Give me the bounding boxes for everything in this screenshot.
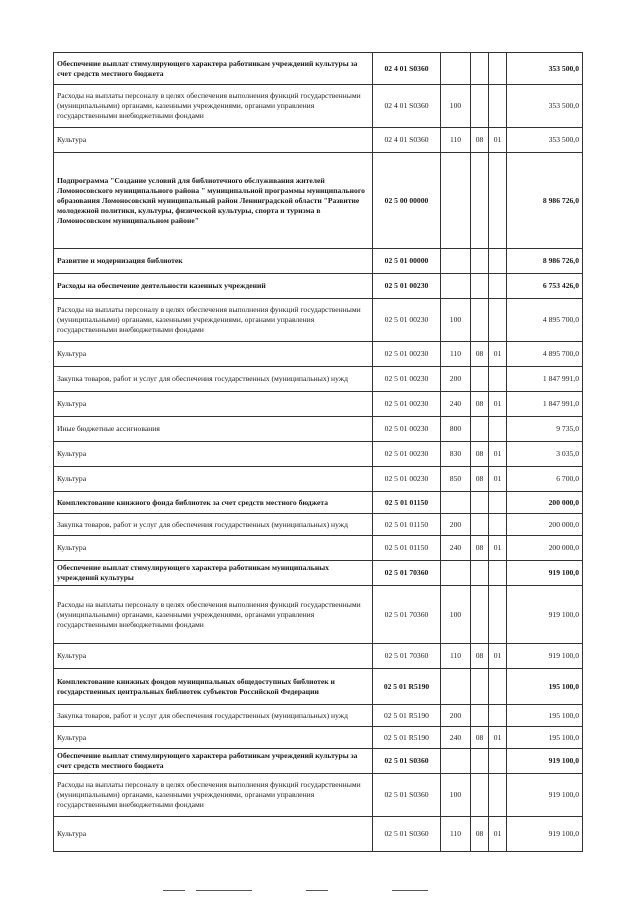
cell-pr (489, 367, 507, 392)
cell-rz (471, 514, 489, 536)
cell-sum: 8 986 726,0 (507, 249, 583, 274)
cell-name: Иные бюджетные ассигнования (54, 417, 373, 442)
cell-vr (441, 561, 471, 586)
cell-name: Закупка товаров, работ и услуг для обеспечения государственных (муниципальных) нужд (54, 367, 373, 392)
cell-rz (471, 249, 489, 274)
cell-rz: 08 (471, 536, 489, 561)
cell-csr: 02 5 01 00230 (373, 467, 441, 492)
cell-rz (471, 153, 489, 249)
table-row (54, 85, 583, 128)
table-row (54, 536, 583, 561)
cell-csr: 02 5 01 R5190 (373, 727, 441, 749)
cell-csr: 02 5 01 70360 (373, 561, 441, 586)
cell-pr (489, 561, 507, 586)
cell-vr: 240 (441, 536, 471, 561)
table-row (54, 561, 583, 586)
table-row (54, 705, 583, 727)
cell-vr: 110 (441, 128, 471, 153)
table-row (54, 367, 583, 392)
table-row (54, 727, 583, 749)
cell-pr (489, 749, 507, 774)
table-row (54, 342, 583, 367)
cell-pr: 01 (489, 342, 507, 367)
table-row (54, 492, 583, 514)
cell-sum: 1 847 991,0 (507, 392, 583, 417)
cell-rz (471, 669, 489, 705)
cell-pr: 01 (489, 644, 507, 669)
cell-sum: 919 100,0 (507, 586, 583, 644)
cell-csr: 02 4 01 S0360 (373, 53, 441, 85)
cell-pr (489, 586, 507, 644)
cell-rz (471, 561, 489, 586)
cell-pr (489, 274, 507, 299)
cell-vr: 200 (441, 705, 471, 727)
cell-rz: 08 (471, 342, 489, 367)
cell-rz (471, 274, 489, 299)
cell-name: Культура (54, 536, 373, 561)
cell-sum: 200 000,0 (507, 536, 583, 561)
cell-csr: 02 5 01 00230 (373, 342, 441, 367)
cell-csr: 02 5 01 00230 (373, 367, 441, 392)
cell-pr: 01 (489, 817, 507, 852)
cell-sum: 3 035,0 (507, 442, 583, 467)
cell-rz (471, 492, 489, 514)
table-body (54, 53, 583, 852)
cell-csr: 02 5 01 00230 (373, 274, 441, 299)
cell-vr: 200 (441, 514, 471, 536)
cell-rz (471, 417, 489, 442)
cell-name: Развитие и модернизация библиотек (54, 249, 373, 274)
cell-name: Обеспечение выплат стимулирующего характера работникам учреждений культуры за счет средств местного бюджета (54, 53, 373, 85)
cell-vr: 830 (441, 442, 471, 467)
cell-rz (471, 705, 489, 727)
cell-rz: 08 (471, 817, 489, 852)
table-row (54, 417, 583, 442)
cell-pr (489, 705, 507, 727)
cell-sum: 4 895 700,0 (507, 299, 583, 342)
cell-csr: 02 5 01 00230 (373, 299, 441, 342)
cell-rz: 08 (471, 467, 489, 492)
cell-rz: 08 (471, 392, 489, 417)
cell-pr: 01 (489, 467, 507, 492)
cell-pr (489, 53, 507, 85)
table-row (54, 299, 583, 342)
cell-vr (441, 153, 471, 249)
cell-name: Культура (54, 342, 373, 367)
cell-name: Культура (54, 727, 373, 749)
cell-sum: 353 500,0 (507, 85, 583, 128)
cell-sum: 195 100,0 (507, 669, 583, 705)
cell-vr: 200 (441, 367, 471, 392)
cell-name: Культура (54, 467, 373, 492)
cell-sum: 353 500,0 (507, 128, 583, 153)
cell-name: Обеспечение выплат стимулирующего характера работникам учреждений культуры за счет средств местного бюджета (54, 749, 373, 774)
cell-vr: 800 (441, 417, 471, 442)
cell-sum: 4 895 700,0 (507, 342, 583, 367)
cell-pr (489, 669, 507, 705)
cell-name: Культура (54, 392, 373, 417)
cell-csr: 02 5 01 00230 (373, 417, 441, 442)
cell-csr: 02 5 01 S0360 (373, 817, 441, 852)
table-row (54, 749, 583, 774)
table-row (54, 644, 583, 669)
cell-rz (471, 299, 489, 342)
cell-csr: 02 5 01 01150 (373, 514, 441, 536)
table-row (54, 53, 583, 85)
cell-csr: 02 5 01 S0360 (373, 749, 441, 774)
budget-table (53, 52, 583, 852)
cell-pr (489, 774, 507, 817)
cell-csr: 02 5 01 00230 (373, 392, 441, 417)
cell-sum: 919 100,0 (507, 817, 583, 852)
cell-vr (441, 274, 471, 299)
cell-vr: 100 (441, 299, 471, 342)
cell-name: Комплектование книжных фондов муниципальных общедоступных библиотек и государственных центральных библиотек субъектов Российской Федерации (54, 669, 373, 705)
cell-rz: 08 (471, 644, 489, 669)
cell-name: Культура (54, 644, 373, 669)
cell-sum: 919 100,0 (507, 749, 583, 774)
cell-sum: 919 100,0 (507, 774, 583, 817)
cell-vr: 100 (441, 774, 471, 817)
cell-rz (471, 586, 489, 644)
cell-sum: 9 735,0 (507, 417, 583, 442)
cell-pr: 01 (489, 442, 507, 467)
table-row (54, 774, 583, 817)
cell-pr (489, 249, 507, 274)
cell-csr: 02 5 01 R5190 (373, 669, 441, 705)
cell-rz: 08 (471, 727, 489, 749)
cell-rz (471, 367, 489, 392)
cell-sum: 919 100,0 (507, 561, 583, 586)
table-row (54, 514, 583, 536)
cell-name: Закупка товаров, работ и услуг для обеспечения государственных (муниципальных) нужд (54, 514, 373, 536)
cell-sum: 1 847 991,0 (507, 367, 583, 392)
cell-pr: 01 (489, 727, 507, 749)
cell-name: Закупка товаров, работ и услуг для обеспечения государственных (муниципальных) нужд (54, 705, 373, 727)
cell-sum: 6 700,0 (507, 467, 583, 492)
table-row (54, 442, 583, 467)
cell-csr: 02 5 01 01150 (373, 536, 441, 561)
cell-name: Обеспечение выплат стимулирующего характера работникам муниципальных учреждений культуры (54, 561, 373, 586)
cell-pr: 01 (489, 128, 507, 153)
cell-csr: 02 5 00 00000 (373, 153, 441, 249)
cell-rz (471, 85, 489, 128)
cell-name: Культура (54, 128, 373, 153)
cell-name: Культура (54, 817, 373, 852)
cell-name: Подпрограмма "Создание условий для библиотечного обслуживания жителей Ломоносовского муниципального района " муниципальной программы муниципального образования Ломоносовский муниципальный район Ленинградской области "Развитие молодежной политики, культуры, физической культуры, спорта и туризма в Ломоносовском муниципальном районе" (54, 153, 373, 249)
cell-pr (489, 492, 507, 514)
cell-vr: 110 (441, 817, 471, 852)
cell-pr (489, 85, 507, 128)
cell-sum: 919 100,0 (507, 644, 583, 669)
cell-vr (441, 749, 471, 774)
cell-vr (441, 249, 471, 274)
cell-csr: 02 5 01 00230 (373, 442, 441, 467)
cell-name: Культура (54, 442, 373, 467)
cell-csr: 02 5 01 R5190 (373, 705, 441, 727)
table-row (54, 669, 583, 705)
cell-rz: 08 (471, 128, 489, 153)
cell-name: Расходы на выплаты персоналу в целях обеспечения выполнения функций государственными (муниципальными) органами, казенными учреждениями, органами управления государственными внебюджетными фондами (54, 586, 373, 644)
cell-sum: 8 986 726,0 (507, 153, 583, 249)
cell-csr: 02 5 01 01150 (373, 492, 441, 514)
cell-name: Расходы на выплаты персоналу в целях обеспечения выполнения функций государственными (муниципальными) органами, казенными учреждениями, органами управления государственными внебюджетными фондами (54, 299, 373, 342)
cell-name: Расходы на обеспечение деятельности казенных учреждений (54, 274, 373, 299)
cell-sum: 200 000,0 (507, 514, 583, 536)
cell-vr: 110 (441, 342, 471, 367)
cell-name: Расходы на выплаты персоналу в целях обеспечения выполнения функций государственными (муниципальными) органами, казенными учреждениями, органами управления государственными внебюджетными фондами (54, 85, 373, 128)
cell-pr (489, 299, 507, 342)
table-row (54, 586, 583, 644)
cell-vr: 240 (441, 727, 471, 749)
cell-sum: 200 000,0 (507, 492, 583, 514)
cell-vr: 110 (441, 644, 471, 669)
cell-sum: 195 100,0 (507, 705, 583, 727)
table-row (54, 392, 583, 417)
cell-csr: 02 5 01 70360 (373, 586, 441, 644)
cell-rz (471, 53, 489, 85)
cell-pr: 01 (489, 536, 507, 561)
cell-pr (489, 417, 507, 442)
cell-vr (441, 53, 471, 85)
table-row (54, 153, 583, 249)
cell-rz: 08 (471, 442, 489, 467)
cell-name: Комплектование книжного фонда библиотек за счет средств местного бюджета (54, 492, 373, 514)
cell-pr: 01 (489, 392, 507, 417)
cell-sum: 195 100,0 (507, 727, 583, 749)
cell-csr: 02 4 01 S0360 (373, 128, 441, 153)
cell-rz (471, 749, 489, 774)
cell-vr: 850 (441, 467, 471, 492)
cell-vr: 240 (441, 392, 471, 417)
cell-vr: 100 (441, 586, 471, 644)
cell-csr: 02 4 01 S0360 (373, 85, 441, 128)
cell-name: Расходы на выплаты персоналу в целях обеспечения выполнения функций государственными (муниципальными) органами, казенными учреждениями, органами управления государственными внебюджетными фондами (54, 774, 373, 817)
table-row (54, 467, 583, 492)
cell-vr (441, 492, 471, 514)
cell-sum: 6 753 426,0 (507, 274, 583, 299)
table-row (54, 128, 583, 153)
table-row (54, 249, 583, 274)
cell-sum: 353 500,0 (507, 53, 583, 85)
cell-pr (489, 153, 507, 249)
page-footer-marks (0, 888, 639, 894)
table-row (54, 817, 583, 852)
cell-pr (489, 514, 507, 536)
cell-vr: 100 (441, 85, 471, 128)
table-row (54, 274, 583, 299)
cell-rz (471, 774, 489, 817)
cell-csr: 02 5 01 70360 (373, 644, 441, 669)
cell-vr (441, 669, 471, 705)
cell-csr: 02 5 01 00000 (373, 249, 441, 274)
cell-csr: 02 5 01 S0360 (373, 774, 441, 817)
